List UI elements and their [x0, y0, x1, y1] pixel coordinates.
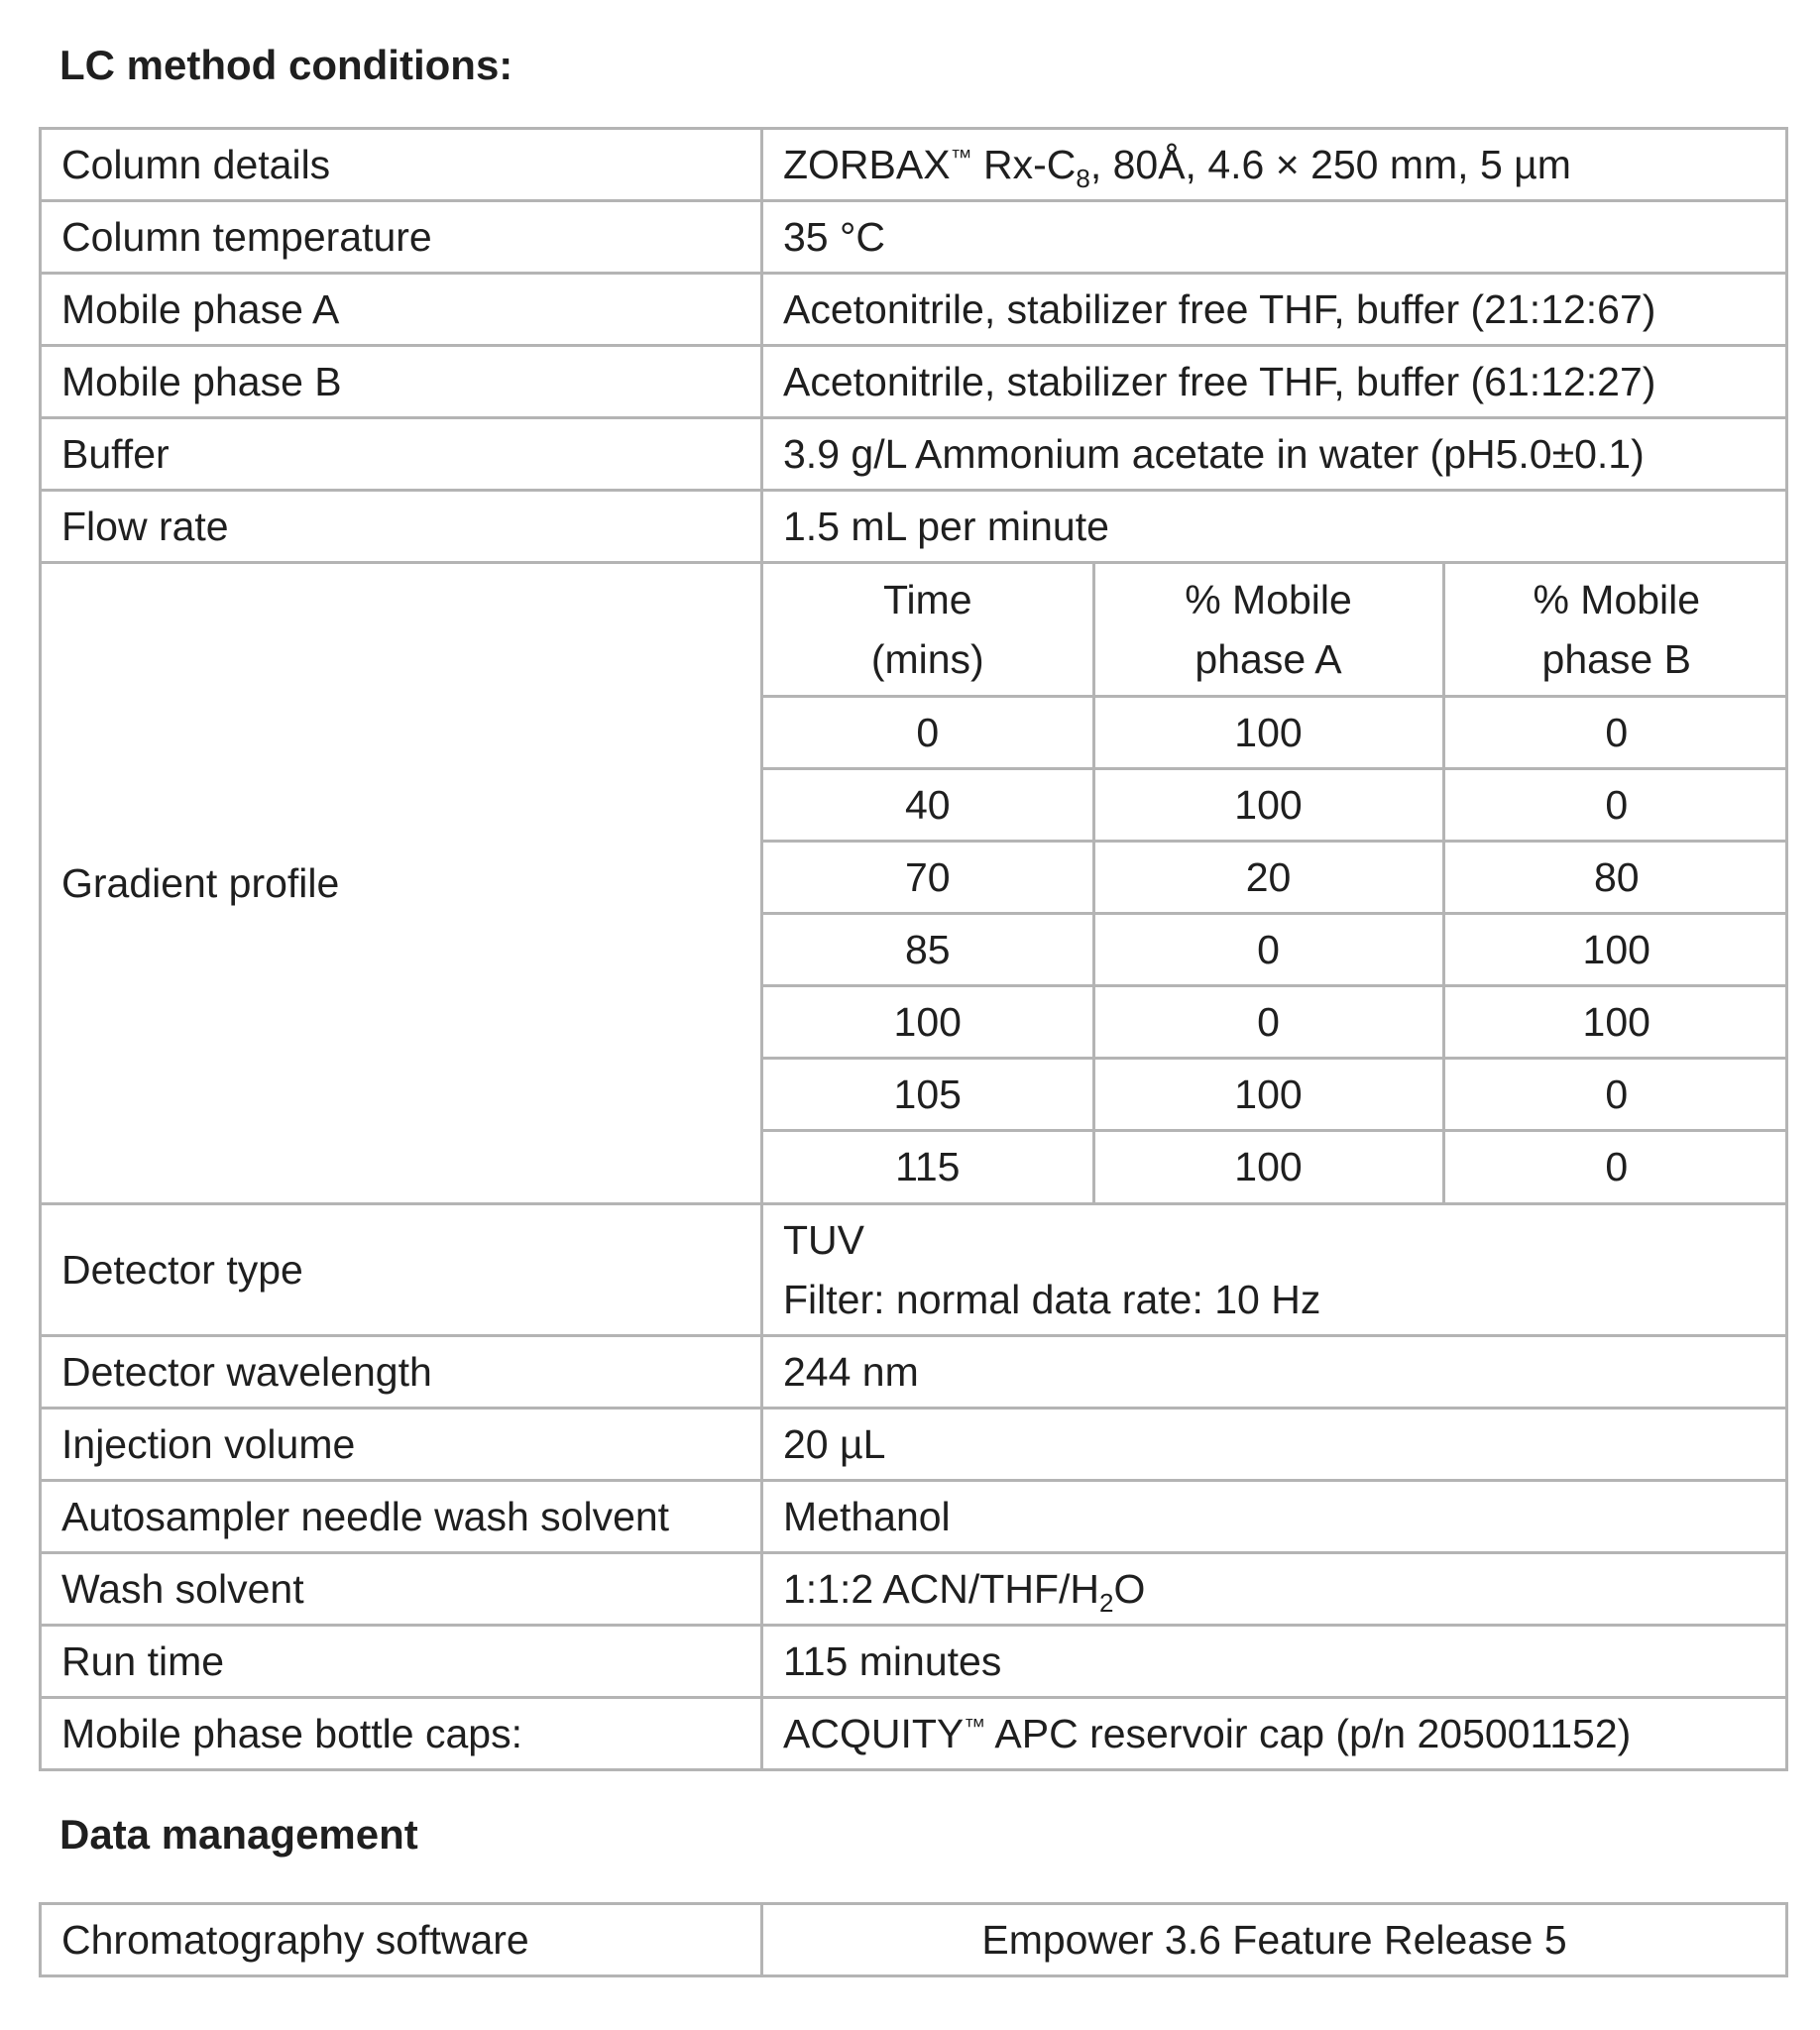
gradient-table — [763, 564, 1788, 1202]
gradient-row — [763, 696, 1788, 768]
gradient-cell-time: 100 — [763, 985, 1093, 1058]
table-row — [41, 129, 1787, 201]
row-label: Flow rate — [41, 491, 762, 563]
row-value — [762, 1553, 1787, 1626]
gradient-cell-a: 0 — [1093, 913, 1443, 985]
gradient-cell-a: 100 — [1093, 768, 1443, 841]
gradient-table-cell — [762, 563, 1787, 1204]
data-management-table — [39, 1902, 1788, 1977]
row-label: Chromatography software — [41, 1904, 762, 1976]
header-line: (mins) — [870, 635, 984, 682]
gradient-row — [763, 768, 1788, 841]
row-value — [762, 1204, 1787, 1336]
row-label: Autosampler needle wash solvent — [41, 1481, 762, 1553]
table-row — [41, 1698, 1787, 1770]
table-row — [41, 1553, 1787, 1626]
gradient-header-b — [1443, 564, 1788, 696]
trademark-symbol: ™ — [964, 1714, 986, 1739]
row-label: Gradient profile — [41, 563, 762, 1204]
header-line: phase B — [1541, 635, 1691, 682]
gradient-cell-a: 100 — [1093, 1130, 1443, 1202]
gradient-cell-a: 0 — [1093, 985, 1443, 1058]
gradient-cell-b: 100 — [1443, 913, 1788, 985]
value-text: ACQUITY — [783, 1711, 965, 1756]
table-row — [41, 1626, 1787, 1698]
row-value: Methanol — [762, 1481, 1787, 1553]
table-row — [41, 201, 1787, 274]
gradient-cell-a: 100 — [1093, 696, 1443, 768]
gradient-cell-b: 0 — [1443, 1058, 1788, 1130]
row-value — [762, 1698, 1787, 1770]
table-row — [41, 1481, 1787, 1553]
header-line: phase A — [1194, 635, 1342, 682]
lc-method-table — [39, 127, 1788, 1771]
table-row — [41, 1336, 1787, 1409]
gradient-header-row — [763, 564, 1788, 696]
row-label: Run time — [41, 1626, 762, 1698]
row-label: Buffer — [41, 418, 762, 491]
row-value: Acetonitrile, stabilizer free THF, buffer (21:12:67) — [762, 274, 1787, 346]
row-label: Column temperature — [41, 201, 762, 274]
row-label: Mobile phase B — [41, 346, 762, 418]
row-value: 115 minutes — [762, 1626, 1787, 1698]
gradient-row — [763, 1058, 1788, 1130]
gradient-cell-b: 100 — [1443, 985, 1788, 1058]
value-text: , 80Å, 4.6 × 250 mm, 5 µm — [1089, 142, 1571, 187]
gradient-cell-b: 0 — [1443, 1130, 1788, 1202]
row-value: 35 °C — [762, 201, 1787, 274]
value-text: APC reservoir cap (p/n 205001152) — [985, 1711, 1632, 1756]
gradient-cell-b: 80 — [1443, 841, 1788, 913]
gradient-header-a — [1093, 564, 1443, 696]
header-line: % Mobile — [1533, 576, 1701, 622]
value-line: Filter: normal data rate: 10 Hz — [783, 1277, 1321, 1322]
gradient-cell-time: 0 — [763, 696, 1093, 768]
value-text: ZORBAX — [783, 142, 951, 187]
row-label: Detector type — [41, 1204, 762, 1336]
table-row — [41, 1904, 1787, 1976]
table-row — [41, 274, 1787, 346]
value-text: Rx-C — [971, 142, 1077, 187]
row-value: 1.5 mL per minute — [762, 491, 1787, 563]
row-label: Detector wavelength — [41, 1336, 762, 1409]
row-value: 244 nm — [762, 1336, 1787, 1409]
row-label: Injection volume — [41, 1409, 762, 1481]
gradient-cell-b: 0 — [1443, 768, 1788, 841]
header-line: Time — [882, 576, 972, 622]
section-title-data-management: Data management — [59, 1811, 418, 1858]
row-label: Mobile phase bottle caps: — [41, 1698, 762, 1770]
gradient-cell-a: 100 — [1093, 1058, 1443, 1130]
gradient-row — [763, 841, 1788, 913]
section-title-lc-method: LC method conditions: — [59, 42, 513, 88]
header-line: % Mobile — [1185, 576, 1352, 622]
row-value: Acetonitrile, stabilizer free THF, buffer (61:12:27) — [762, 346, 1787, 418]
gradient-row — [763, 1130, 1788, 1202]
gradient-cell-time: 105 — [763, 1058, 1093, 1130]
table-row — [41, 346, 1787, 418]
gradient-cell-b: 0 — [1443, 696, 1788, 768]
table-row — [41, 491, 1787, 563]
gradient-cell-time: 40 — [763, 768, 1093, 841]
trademark-symbol: ™ — [950, 145, 972, 169]
row-label: Wash solvent — [41, 1553, 762, 1626]
row-value: 3.9 g/L Ammonium acetate in water (pH5.0±0.1) — [762, 418, 1787, 491]
row-value: 20 µL — [762, 1409, 1787, 1481]
gradient-cell-time: 115 — [763, 1130, 1093, 1202]
row-value — [762, 129, 1787, 201]
subscript: 8 — [1076, 164, 1090, 193]
gradient-header-time — [763, 564, 1093, 696]
value-text: 1:1:2 ACN/THF/H — [783, 1566, 1099, 1612]
table-row-gradient — [41, 563, 1787, 1204]
value-line: TUV — [783, 1217, 864, 1263]
row-label: Mobile phase A — [41, 274, 762, 346]
value-text: O — [1113, 1566, 1146, 1612]
gradient-cell-time: 70 — [763, 841, 1093, 913]
table-row — [41, 1409, 1787, 1481]
table-row — [41, 1204, 1787, 1336]
gradient-row — [763, 913, 1788, 985]
subscript: 2 — [1098, 1588, 1114, 1618]
gradient-cell-time: 85 — [763, 913, 1093, 985]
gradient-cell-a: 20 — [1093, 841, 1443, 913]
row-value: Empower 3.6 Feature Release 5 — [762, 1904, 1787, 1976]
gradient-row — [763, 985, 1788, 1058]
row-label: Column details — [41, 129, 762, 201]
table-row — [41, 418, 1787, 491]
